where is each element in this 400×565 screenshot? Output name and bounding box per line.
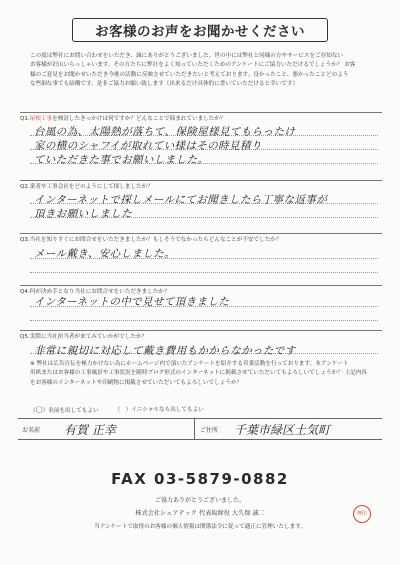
- handwritten-answer: インターネットで探しメールにてお聞きしたら丁寧な返事が: [34, 194, 328, 206]
- consent-options: [30, 405, 380, 415]
- page-title: お客様のお声をお聞かせください: [72, 18, 328, 42]
- circle-mark: 〇: [35, 406, 43, 414]
- web-publish-note: [30, 360, 380, 388]
- question-label: Q4.何が決め手となり当社にお問合せをいただきましたか？: [20, 289, 170, 295]
- customer-info-row: [18, 418, 382, 440]
- question-highlight: 屋根工事: [29, 116, 53, 122]
- thanks-text: ご協力ありがとうございました。: [154, 497, 245, 504]
- consent-option-name[interactable]: （〇）名前を出してもよい: [30, 406, 99, 414]
- company-name: 株式会社シェアテック 代表取締役 大久保 誠二: [135, 510, 265, 517]
- handwritten-answer: インターネットの中で見せて頂きました: [34, 296, 230, 308]
- handwritten-answer: 家の横のシャフイが取れてい様はその時見積り: [34, 140, 262, 152]
- question-label: Q2.業者や工事会社をどのようにして探しましたか？: [20, 184, 153, 190]
- seal-stamp-icon: 押印: [353, 505, 371, 523]
- consent-option-initial[interactable]: （ ）イニシャルなら出してもよい: [114, 407, 204, 413]
- question-4: [20, 285, 382, 327]
- question-1: [20, 112, 382, 172]
- name-label: お名前: [22, 427, 41, 434]
- handwritten-answer: 非常に親切に対応して戴き費用もかからなかったです: [34, 345, 296, 357]
- intro-line: この度は弊社にお問い合わせをいただき、誠にありがとうございました。世の中には弊社と同様の方やサービスをご存知ない: [30, 53, 344, 59]
- question-5: [20, 330, 382, 358]
- question-label: Q3.当社を知りすぐにお問合せをいただきましたか？もしそうでなかったらどんなことが不安でしたか？: [20, 237, 282, 243]
- note-line: ※ 弊社は広告宣伝を極力かけない為にホームページ内で頂いたアンケートを紹介する営業活動を行っております。本アンケート: [30, 361, 349, 367]
- question-3: [20, 233, 382, 277]
- privacy-note: 当アンケートで取得のお客様の個人情報は関係法令に従って適正に管理いたします。: [94, 524, 306, 530]
- question-label: Q5.実際に当社担当者が来てみていかがでしたか？: [20, 334, 148, 340]
- intro-text: [30, 52, 380, 90]
- name-field[interactable]: 有賀 正幸: [64, 423, 116, 437]
- question-2: [20, 180, 382, 228]
- address-label: ご住所: [200, 427, 219, 434]
- fax-number: FAX 03-5879-0882: [111, 470, 289, 488]
- address-field[interactable]: 千葉市緑区土気町: [234, 423, 331, 437]
- note-line: をお客様のインターネットや印刷物に掲載させていただいてもよろしいでしょうか？: [30, 379, 243, 386]
- question-label: Q1.屋根工事を検討したきっかけは何ですか？どんなことで悩まれていましたか？: [20, 116, 226, 122]
- note-line: 用紙またはお客様の工事風景や工事状況を随時ブログ形式のインターネットに掲載させていただいてもよろしいでしょうか？ 上記内容: [30, 370, 367, 377]
- handwritten-answer: 台風の為、太陽熱が落ちて、保険屋様見てもらったけ: [34, 126, 296, 138]
- handwritten-answer: メール戴き、安心しました。: [34, 248, 176, 260]
- handwritten-answer: 頂きお願いしました: [34, 208, 133, 220]
- intro-line: 様のご意見をお聞かせいただき今後の活動に反映させていただきたいと考えております。良かったこと、悪かったことどのよう: [30, 71, 349, 78]
- handwritten-answer: ていただきた事でお願いしました。: [34, 154, 209, 166]
- intro-line: な些細な事でも結構です。是非ご協力お願い致します（出来るだけ具体的に書いていただけると幸いです）: [30, 81, 299, 88]
- intro-line: お客様が沢山いらっしゃいます。その方たちに弊社をよく知っていただくためのアンケートにご協力いただけるでしょうか？ お客: [30, 62, 356, 69]
